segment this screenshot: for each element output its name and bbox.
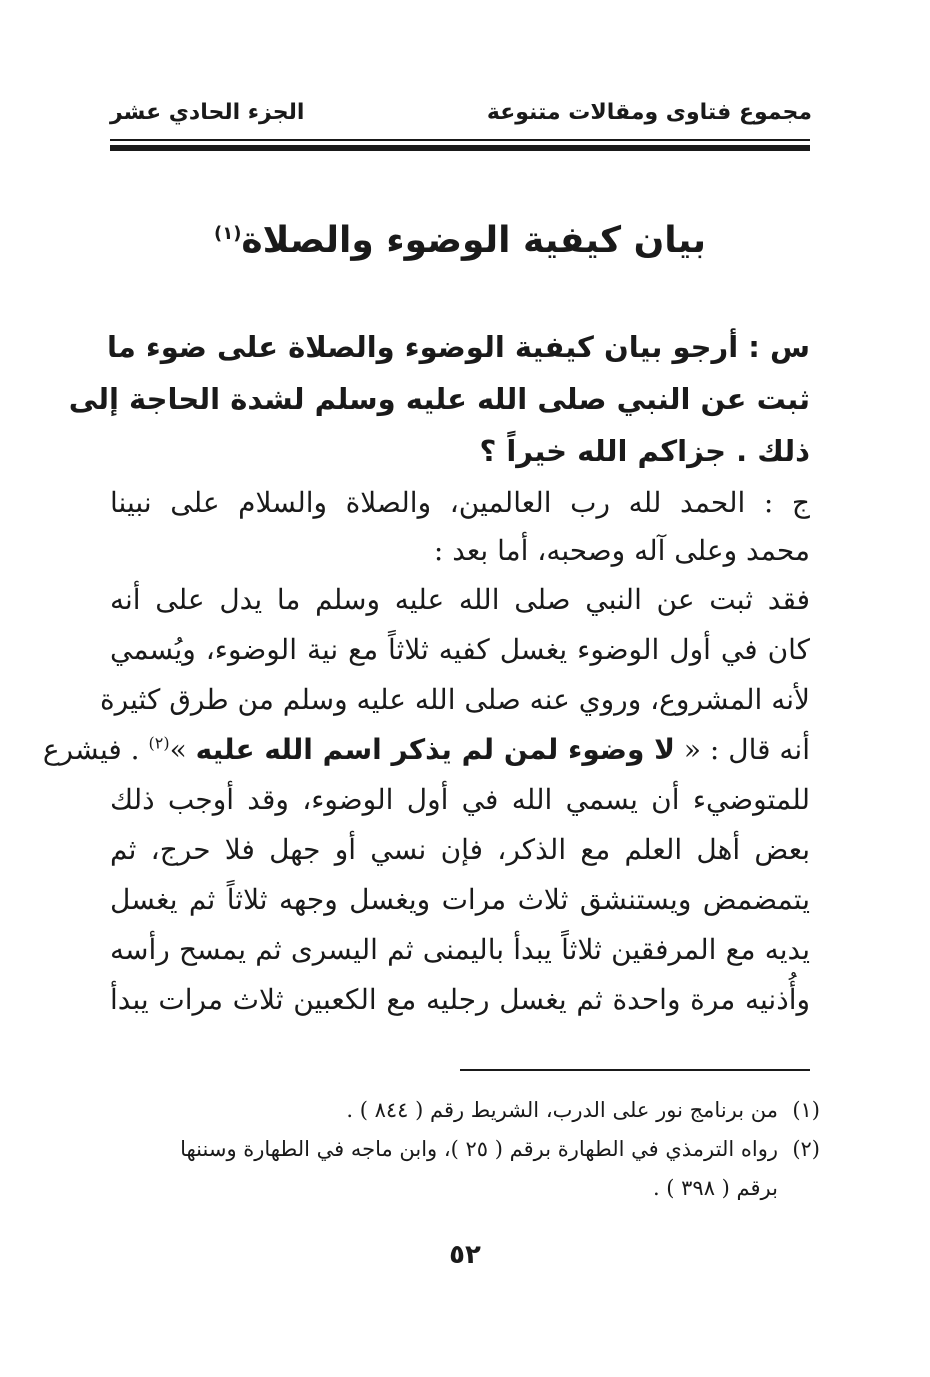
body-line-2: كان في أول الوضوء يغسل كفيه ثلاثاً مع نية الوضوء، ويُسمي xyxy=(110,633,810,666)
title-footnote-mark: (١) xyxy=(213,223,242,244)
answer-intro-line-1: ج : الحمد لله رب العالمين، والصلاة والسلام على نبينا xyxy=(110,486,810,519)
body-line-5: للمتوضيء أن يسمي الله في أول الوضوء، وقد أوجب ذلك xyxy=(110,783,810,816)
quote-close: » xyxy=(169,733,187,766)
body-line-3: لأنه المشروع، وروي عنه صلى الله عليه وسلم من طرق كثيرة xyxy=(99,683,810,716)
header-volume-title: الجزء الحادي عشر xyxy=(110,100,305,125)
article-title xyxy=(110,220,810,261)
header-divider-thick xyxy=(110,145,810,151)
hadith-quote: لا وضوء لمن لم يذكر اسم الله عليه xyxy=(195,733,675,766)
body-line-9: وأُذنيه مرة واحدة ثم يغسل رجليه مع الكعبين ثلاث مرات يبدأ xyxy=(110,983,810,1016)
body-line-1: فقد ثبت عن النبي صلى الله عليه وسلم ما يدل على أنه xyxy=(110,583,811,616)
footnote-2-number: (٢) xyxy=(792,1137,820,1161)
quote-prefix: أنه قال : « xyxy=(683,733,810,766)
footnote-1-text: من برنامج نور على الدرب، الشريط رقم ( ٨٤٤ ) . xyxy=(346,1098,778,1122)
body-line-8: يديه مع المرفقين ثلاثاً يبدأ باليمنى ثم اليسرى ثم يمسح رأسه xyxy=(110,933,810,966)
question-line-3: ذلك . جزاكم الله خيراً ؟ xyxy=(479,434,810,468)
quote-suffix: . فيشرع xyxy=(42,733,140,766)
footnote-2-continuation: برقم ( ٣٩٨ ) . xyxy=(652,1176,778,1200)
footnote-2-text: رواه الترمذي في الطهارة برقم ( ٢٥ )، وابن ماجه في الطهارة وسننها xyxy=(180,1137,778,1161)
body-line-6: بعض أهل العلم مع الذكر، فإن نسي أو جهل فلا حرج، ثم xyxy=(110,833,810,866)
body-line-7: يتمضمض ويستنشق ثلاث مرات ويغسل وجهه ثلاثاً ثم يغسل xyxy=(110,883,810,916)
question-line-2: ثبت عن النبي صلى الله عليه وسلم لشدة الحاجة إلى xyxy=(68,382,810,416)
question-line-1: س : أرجو بيان كيفية الوضوء والصلاة على ضوء ما xyxy=(106,330,810,364)
page-number: ٥٢ xyxy=(449,1240,481,1270)
footnote-2 xyxy=(110,1137,820,1161)
footnote-separator xyxy=(460,1069,810,1071)
quote-footnote-mark: (٢) xyxy=(148,733,170,753)
header-book-title: مجموع فتاوى ومقالات متنوعة xyxy=(486,100,812,125)
answer-intro-line-2: محمد وعلى آله وصحبه، أما بعد : xyxy=(433,534,810,567)
header-divider-thin xyxy=(110,139,810,141)
footnote-1-number: (١) xyxy=(792,1098,820,1122)
body-line-4-quote xyxy=(42,733,810,766)
article-title-text: بيان كيفية الوضوء والصلاة xyxy=(241,220,707,261)
footnote-1 xyxy=(110,1098,820,1122)
